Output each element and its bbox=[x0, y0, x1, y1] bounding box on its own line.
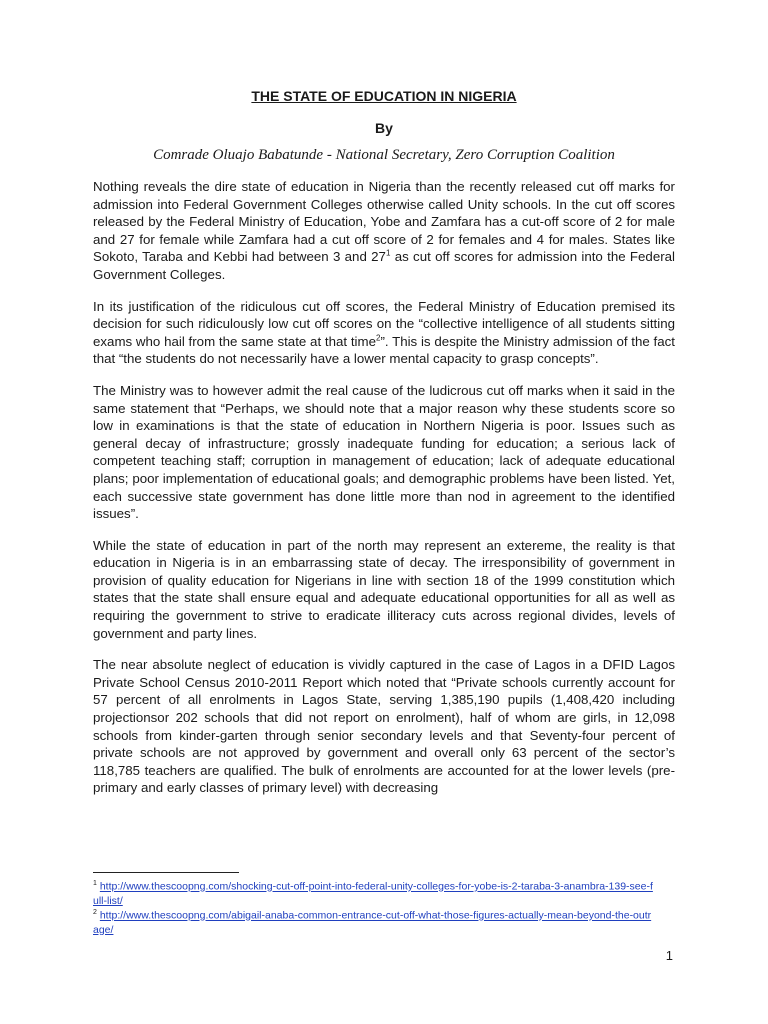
page-number: 1 bbox=[665, 948, 673, 963]
byline-label: By bbox=[375, 120, 393, 136]
paragraph-3: The Ministry was to however admit the real cause of the ludicrous cut off marks when it said in the same statement that “Perhaps, we should note that a major reason why these students score so low in examinations is that the state of education in Northern Nigeria is poor. Issues such as general decay of infrastructure; grossly inadequate funding for education; a serious lack of competent teaching staff; corruption in management of education; lack of adequate educational plans; poor implementation of educational goals; and demographic problems have been listed. Yet, each successive state government has done little more than nod in agreement to the identified issues”. bbox=[93, 382, 675, 522]
document-title: THE STATE OF EDUCATION IN NIGERIA bbox=[251, 88, 517, 104]
footnote-ref-1[interactable]: 1 bbox=[385, 248, 391, 258]
author-line: Comrade Oluajo Babatunde - National Secretary, Zero Corruption Coalition bbox=[153, 147, 615, 163]
footnote-1 bbox=[93, 877, 653, 908]
footnote-separator bbox=[93, 872, 239, 873]
paragraph-1: Nothing reveals the dire state of education in Nigeria than the recently released cut off marks for admission into Federal Government Colleges otherwise called Unity schools. In the cut off scores released by the Federal Ministry of Education, Yobe and Zamfara has a cut-off score of 2 for male and 27 for female while Zamfara had a cut off score of 2 for females and 4 for males. States like Sokoto, Taraba and Kebbi had between 3 and $27^1$ as cut off scores for admission into the Federal Government Colleges. bbox=[93, 179, 675, 282]
footnote-link-2[interactable]: http://www.thescoopng.com/abigail-anaba-common-entrance-cut-off-what-those-figures-actually-mean-beyond-the-outrage/ bbox=[93, 909, 652, 936]
footnote-number: 2 bbox=[93, 909, 97, 916]
paragraph-5: The near absolute neglect of education is vividly captured in the case of Lagos in a DFID Lagos Private School Census 2010-2011 Report which noted that “Private schools currently account for 57 percent of all enrolments in Lagos State, serving 1,385,190 pupils (1,408,420 including projectionsor 202 schools that did not report on enrolment), half of whom are girls, in 12,098 schools from kinder-garten through senior secondary levels and that Seventy-four percent of private schools are not approved by government and overall only 63 percent of the sector’s 118,785 teachers are qualified. The bulk of enrolments are accounted for at the lower levels (pre-primary and early classes of primary level) with decreasing bbox=[93, 657, 675, 796]
paragraph-2: In its justification of the ridiculous cut off scores, the Federal Ministry of Education premised its decision for such ridiculously low cut off scores on the “collective intelligence of all students sitting exams who hail from the same state at that time$^2$”. This is despite the Ministry admission of the fact that “the students do not necessarily have a lower mental capacity to grasp concepts”. bbox=[93, 298, 675, 367]
paragraph-4: While the state of education in part of the north may represent an extereme, the reality is that education in Nigeria is in an embarrassing state of decay. The irresponsibility of government in provision of quality education for Nigerians in line with section 18 of the 1999 constitution which states that the state shall ensure equal and adequate educational opportunities for all as well as requiring the government to strive to eradicate illiteracy cuts across regional divides, levels of government and party lines. bbox=[93, 537, 675, 641]
footnote-link-1[interactable]: http://www.thescoopng.com/shocking-cut-off-point-into-federal-unity-colleges-for-yobe-is-2-taraba-3-anambra-139-see-full-list/ bbox=[93, 880, 653, 907]
footnote-ref-2[interactable]: 2 bbox=[375, 333, 381, 343]
document-body bbox=[93, 178, 675, 811]
footnote-number: 1 bbox=[93, 880, 97, 887]
footnote-2 bbox=[93, 906, 653, 937]
